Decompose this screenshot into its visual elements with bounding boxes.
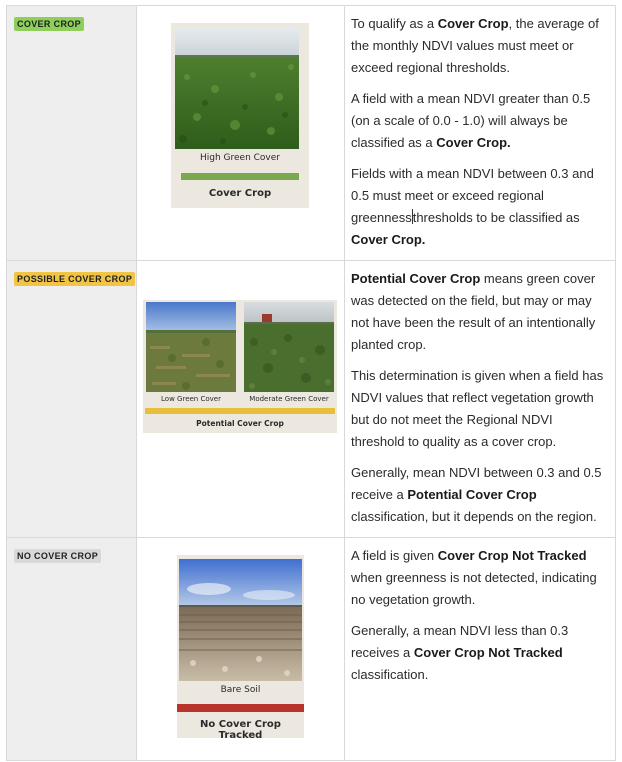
- image-cell: [137, 538, 345, 761]
- image-footer-label: Potential Cover Crop: [196, 419, 284, 428]
- description-paragraph: [351, 268, 607, 356]
- potential-cover-crop-color-bar: [145, 408, 335, 414]
- description-paragraph: [351, 365, 607, 453]
- text-run: thresholds to be classified as: [412, 210, 580, 225]
- description-paragraph: [351, 163, 607, 251]
- status-badge: NO COVER CROP: [14, 549, 101, 563]
- potential-cover-crop-image-card: [143, 300, 337, 433]
- text-run: Generally, a mean NDVI less than 0.3 receives a: [351, 623, 569, 660]
- field-photo-low-green: [146, 302, 236, 392]
- description-paragraph: [351, 620, 607, 686]
- field-photo: [175, 27, 299, 149]
- text-run: means green cover was detected on the field, but may or may not have been the result of an intentionally planted crop.: [351, 271, 596, 352]
- description-cell: [345, 261, 616, 538]
- description-paragraph: [351, 88, 607, 154]
- text-run: classification.: [351, 667, 429, 682]
- badge-cell: [7, 6, 137, 261]
- text-run: This determination is given when a field has NDVI values that reflect vegetation growth but do not meet the Regional NDVI threshold to quality as a cover crop.: [351, 368, 604, 449]
- badge-cell: [7, 261, 137, 538]
- description-paragraph: [351, 545, 607, 611]
- description-text: [345, 261, 615, 528]
- image-caption: Moderate Green Cover: [249, 395, 329, 403]
- bold-term: Cover Crop Not Tracked: [437, 548, 587, 563]
- no-cover-crop-image-card: [177, 555, 304, 741]
- description-paragraph: [351, 462, 607, 528]
- image-caption: Low Green Cover: [161, 395, 221, 403]
- no-cover-crop-color-bar: [177, 704, 304, 712]
- text-run: To qualify as a: [351, 16, 438, 31]
- text-run: Generally, mean NDVI between 0.3 and 0.5 receive a: [351, 465, 602, 502]
- cover-crop-color-bar: [181, 173, 299, 180]
- bold-term: Cover Crop Not Tracked: [413, 645, 563, 660]
- table-row: [7, 6, 616, 261]
- bold-term: Cover Crop.: [436, 135, 511, 150]
- field-photo-moderate-green: [244, 302, 334, 392]
- table-row: [7, 538, 616, 761]
- field-photo-bare-soil: [179, 559, 302, 681]
- description-cell: [345, 538, 616, 761]
- bold-term: Potential Cover Crop: [351, 271, 481, 286]
- description-paragraph: [351, 13, 607, 79]
- cover-crop-image-card: [171, 23, 309, 208]
- image-caption: High Green Cover: [199, 153, 280, 163]
- text-run: , the average of the monthly NDVI values must meet or exceed regional thresholds.: [351, 16, 599, 75]
- description-text: [345, 6, 615, 251]
- image-caption: Bare Soil: [220, 685, 261, 695]
- text-run: Fields with a mean NDVI between 0.3 and 0.5 must meet or exceed regional greenness: [351, 166, 594, 225]
- bold-term: Cover Crop.: [351, 232, 426, 247]
- text-run: when greenness is not detected, indicating no vegetation growth.: [351, 570, 597, 607]
- bold-term: Potential Cover Crop: [407, 487, 537, 502]
- cover-crop-classification-table: [6, 5, 616, 761]
- image-footer-label: No Cover Crop Tracked: [200, 719, 281, 741]
- image-cell: [137, 6, 345, 261]
- text-run: A field with a mean NDVI greater than 0.5 (on a scale of 0.0 - 1.0) will always be classified as a: [351, 91, 591, 150]
- table-row: [7, 261, 616, 538]
- bold-term: Cover Crop: [437, 16, 509, 31]
- description-text: [345, 538, 615, 686]
- text-run: A field is given: [351, 548, 438, 563]
- text-run: classification, but it depends on the region.: [351, 509, 597, 524]
- description-cell: [345, 6, 616, 261]
- status-badge: POSSIBLE COVER CROP: [14, 272, 135, 286]
- image-cell: [137, 261, 345, 538]
- status-badge: COVER CROP: [14, 17, 84, 31]
- badge-cell: [7, 538, 137, 761]
- image-footer-label: Cover Crop: [208, 188, 272, 199]
